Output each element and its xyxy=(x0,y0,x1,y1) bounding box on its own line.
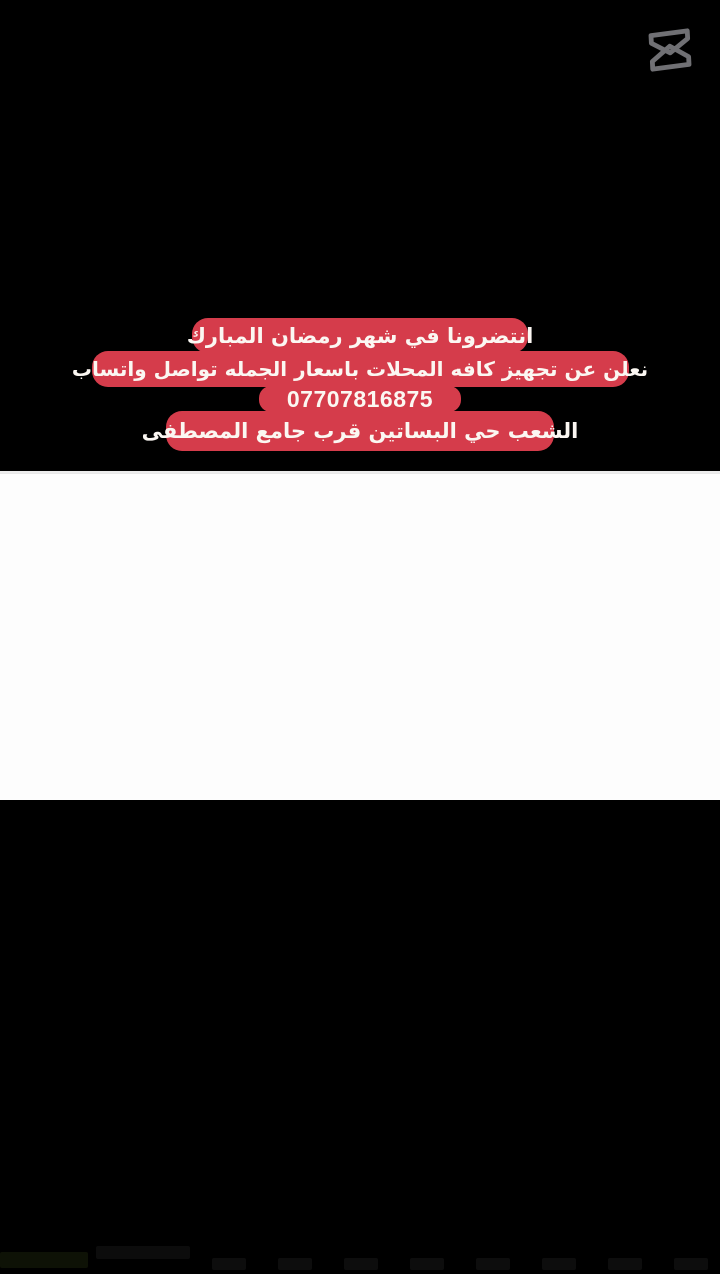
bottom-artifact-dashes xyxy=(0,1246,720,1274)
capcut-watermark-icon xyxy=(643,25,697,76)
white-panel xyxy=(0,471,720,800)
caption-line-2: نعلن عن تجهيز كافه المحلات باسعار الجمله تواصل واتساب xyxy=(92,351,629,387)
caption-banner xyxy=(0,318,720,451)
caption-line-1: انتضرونا في شهر رمضان المبارك xyxy=(192,318,528,353)
bottom-artifact-block xyxy=(96,1246,190,1259)
phone-number: 07707816875 xyxy=(259,386,461,412)
caption-line-4: الشعب حي البساتين قرب جامع المصطفى xyxy=(166,411,554,451)
bottom-artifact-block xyxy=(0,1252,88,1268)
